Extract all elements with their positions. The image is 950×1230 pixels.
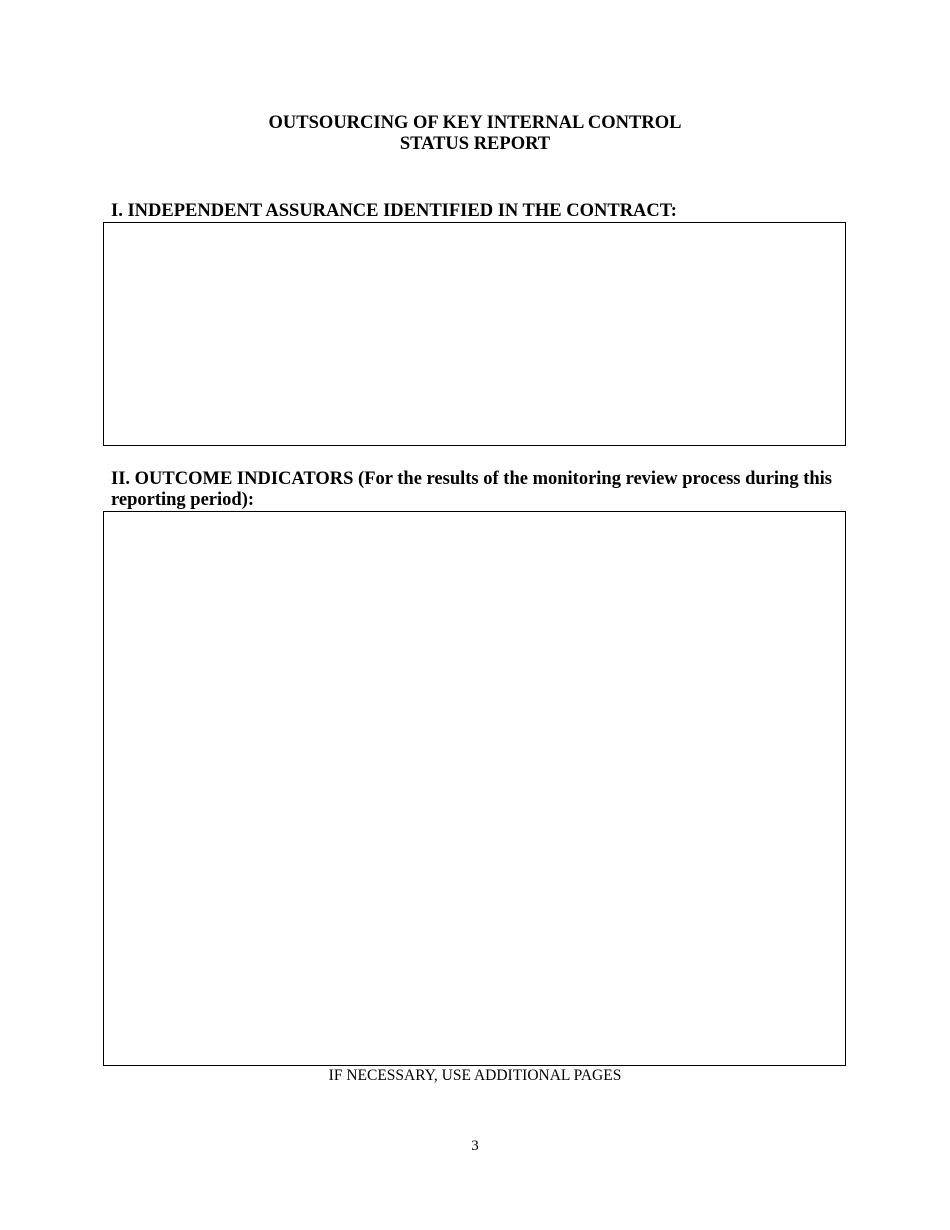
independent-assurance-entry-box[interactable]: [103, 222, 846, 446]
outcome-indicators-entry-box[interactable]: [103, 511, 846, 1066]
page-number: 3: [471, 1138, 479, 1154]
section-heading-independent-assurance: I. INDEPENDENT ASSURANCE IDENTIFIED IN THE CONTRACT:: [111, 201, 677, 221]
page-title-line-2: STATUS REPORT: [399, 134, 551, 154]
page-title: [0, 113, 950, 155]
page-title-line-1: OUTSOURCING OF KEY INTERNAL CONTROL: [268, 113, 682, 133]
section-heading-outcome-indicators: II. OUTCOME INDICATORS (For the results of the monitoring review process during this reporting period):: [111, 469, 833, 510]
additional-pages-note: IF NECESSARY, USE ADDITIONAL PAGES: [328, 1067, 622, 1084]
